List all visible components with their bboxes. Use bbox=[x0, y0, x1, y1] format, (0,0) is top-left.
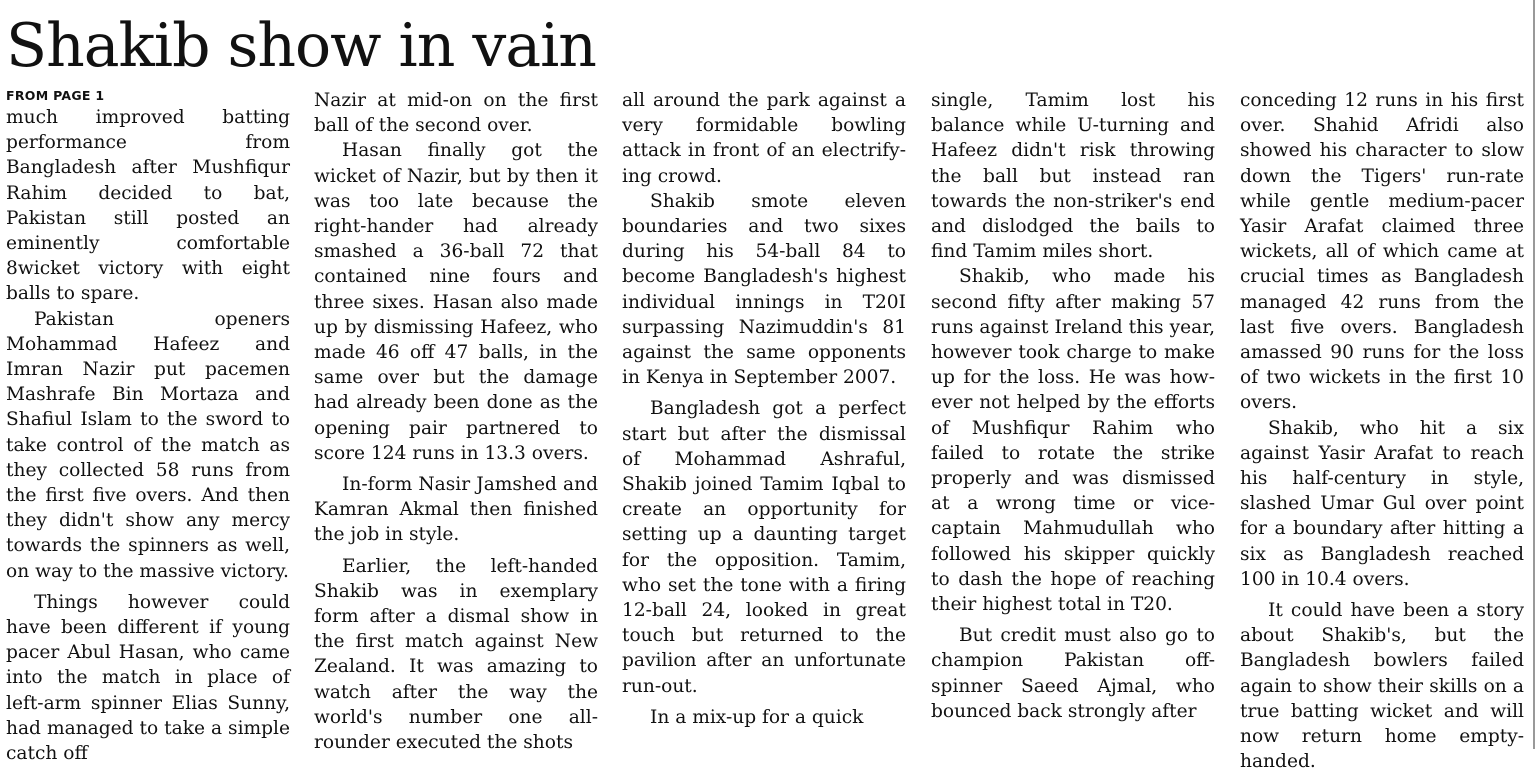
paragraph: It could have been a story about Shakib's, but the Bangladesh bowlers failed again to show their skills on a true batting wicket and will now return home empty-handed. bbox=[1240, 600, 1524, 773]
paragraph: Shakib, who hit a six against Yasir Arafat to reach his half-century in style, slashed Umar Gul over point for a boundary after hitting a six as Bangladesh reached 100 in 10.4 overs. bbox=[1240, 417, 1524, 590]
paragraph: conceding 12 runs in his first over. Shahid Afridi also showed his character to slow down the Tigers' run-rate while gentle medium-pacer Yasir Arafat claimed three wickets, all of which came at crucial times as Bangladesh managed 42 runs from the last five overs. Bangladesh amassed 90 runs for the loss of two wickets in the first 10 overs. bbox=[1240, 90, 1524, 414]
paragraph: Hasan finally got the wicket of Nazir, but by then it was too late because the right-hander had already smashed a 36-ball 72 that contained nine fours and three sixes. Hasan also made up by dismissing Hafeez, who made 46 off 47 balls, in the same over but the damage had already been done as the opening pair partnered to score 124 runs in 13.3 overs. bbox=[314, 140, 598, 464]
article-column-1 bbox=[6, 88, 290, 765]
paragraph: single, Tamim lost his balance while U-turning and Hafeez didn't risk throwing the ball but instead ran towards the non-striker's end and dislodged the bails to find Tamim miles short. bbox=[931, 90, 1215, 263]
paragraph: In a mix-up for a quick bbox=[650, 706, 864, 728]
article-column-4 bbox=[931, 88, 1215, 748]
article-column-5 bbox=[1240, 88, 1524, 773]
paragraph: Things however could have been different if young pacer Abul Hasan, who came into the match in place of left-arm spinner Elias Sunny, had managed to take a simple catch off bbox=[6, 591, 290, 765]
paragraph: But credit must also go to champion Pakistan off-spinner Saeed Ajmal, who bounced back strongly after bbox=[931, 625, 1215, 722]
headline: Shakib show in vain bbox=[6, 11, 596, 81]
paragraph: Nazir at mid-on on the first ball of the second over. bbox=[314, 90, 598, 137]
paragraph: Bangladesh got a perfect start but after the dismissal of Mohammad Ashraful, Shakib joined Tamim Iqbal to create an opportunity for setting up a daunting target for the opposition. Tamim, who set the tone with a firing 12-ball 24, looked in great touch but returned to the pavilion after an unfortunate run-out. bbox=[622, 398, 906, 697]
paragraph: all around the park against a very formidable bowling attack in front of an electrifying crowd. bbox=[622, 90, 906, 187]
article-column-2 bbox=[314, 88, 598, 754]
paragraph: Shakib smote eleven boundaries and two sixes during his 54-ball 84 to become Bangladesh's highest individual innings in T20I surpassing Nazimuddin's 81 against the same opponents in Kenya in September 2007. bbox=[622, 190, 906, 389]
paragraph: Earlier, the left-handed Shakib was in exemplary form after a dismal show in the first match against New Zealand. It was amazing to watch after the way the world's number one allrounder executed the shots bbox=[314, 555, 598, 754]
paragraph: Shakib, who made his second fifty after making 57 runs against Ireland this year, however took charge to make up for the loss. He was however not helped by the efforts of Mushfiqur Rahim who failed to rotate the strike properly and was dismissed at a wrong time or vice-captain Mahmudullah who followed his skipper quickly to dash the hope of reaching their highest total in T20. bbox=[931, 266, 1215, 616]
paragraph: Pakistan openers Mohammad Hafeez and Imran Nazir put pacemen Mashrafe Bin Mortaza and Shafiul Islam to the sword to take control of the match as they collected 58 runs from the first five overs. And then they didn't show any mercy towards the spinners as well, on way to the massive victory. bbox=[6, 308, 290, 582]
from-page-kicker: FROM PAGE 1 bbox=[6, 88, 105, 103]
article-column-3 bbox=[622, 88, 906, 748]
paragraph: In-form Nasir Jamshed and Kamran Akmal then finished the job in style. bbox=[314, 474, 598, 546]
paragraph: much improved batting performance from Bangladesh after Mushfiqur Rahim decided to bat, Pakistan still posted an eminently comfortable 8wicket victory with eight balls to spare. bbox=[6, 107, 290, 305]
